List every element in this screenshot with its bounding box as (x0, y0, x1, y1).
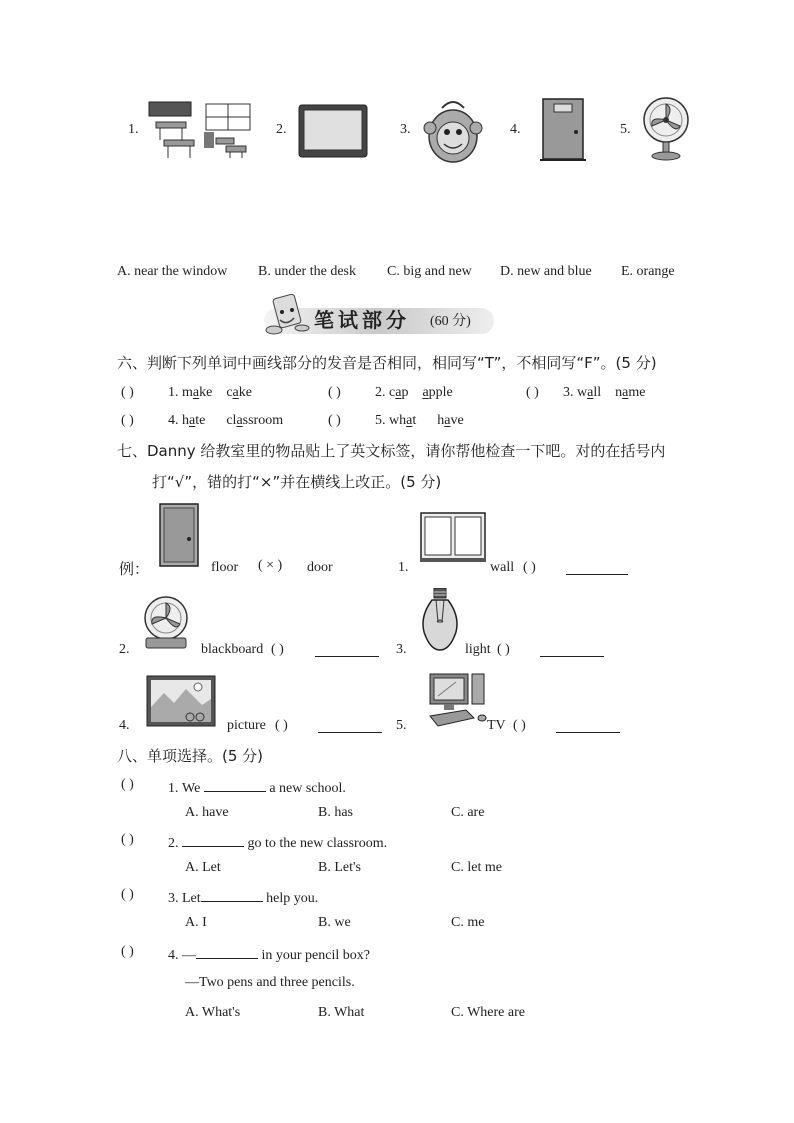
section-6-title: 六、判断下列单词中画线部分的发音是否相同，相同写“T”，不相同写“F”。(5 分) (117, 354, 657, 372)
option-e: E. orange (621, 264, 675, 279)
s7-answer-line-3[interactable] (540, 642, 604, 657)
computer-picture (426, 670, 492, 728)
answer-paren[interactable]: ( ) (121, 944, 134, 959)
q2-option-b: B. Let's (318, 860, 361, 875)
example-answer: door (307, 560, 333, 575)
q2-option-a: A. Let (185, 860, 221, 875)
banner-title: 笔试部分 (314, 308, 410, 332)
q3-blank[interactable] (201, 887, 263, 902)
s7-answer-line-4[interactable] (318, 718, 382, 733)
q3-stem: 3. Let help you. (168, 887, 318, 907)
answer-paren[interactable]: ( ) (328, 413, 341, 428)
q3-option-b: B. we (318, 915, 351, 930)
q4-response: —Two pens and three pencils. (185, 975, 355, 990)
q1-option-b: B. has (318, 805, 353, 820)
q4-option-b: B. What (318, 1005, 365, 1020)
light-bulb-picture (418, 588, 462, 652)
tv-screen-picture (298, 104, 368, 158)
classroom-picture (146, 100, 254, 160)
option-a: A. near the window (117, 264, 228, 279)
s7-label-3: light (465, 642, 491, 657)
written-part-banner (250, 294, 496, 338)
s6-item-3: 3. wall name (563, 385, 646, 400)
s7-paren-4[interactable]: ( ) (275, 718, 288, 733)
answer-paren[interactable]: ( ) (121, 777, 134, 792)
s7-paren-1[interactable]: ( ) (523, 560, 536, 575)
example-prefix: 例： (119, 560, 150, 578)
pic-number-1: 1. (128, 122, 139, 137)
pic-number-5: 5. (620, 122, 631, 137)
s7-label-1: wall (490, 560, 515, 575)
answer-paren[interactable]: ( ) (328, 385, 341, 400)
s7-num-3: 3. (396, 642, 407, 657)
s7-paren-3[interactable]: ( ) (497, 642, 510, 657)
s6-item-5: 5. what have (375, 413, 464, 428)
s7-num-4: 4. (119, 718, 130, 733)
s6-item-4: 4. hate classroom (168, 413, 284, 428)
s7-num-5: 5. (396, 718, 407, 733)
s7-label-4: picture (227, 718, 266, 733)
option-c: C. big and new (387, 264, 472, 279)
section-8-title: 八、单项选择。(5 分) (117, 747, 264, 765)
q2-stem: 2. go to the new classroom. (168, 832, 387, 852)
s7-label-5: TV (487, 718, 506, 733)
answer-paren[interactable]: ( ) (121, 413, 134, 428)
pic-number-2: 2. (276, 122, 287, 137)
pic-number-4: 4. (510, 122, 521, 137)
q4-stem: 4. — in your pencil box? (168, 944, 370, 964)
answer-paren[interactable]: ( ) (526, 385, 539, 400)
s6-item-2: 2. cap apple (375, 385, 453, 400)
q4-option-a: A. What's (185, 1005, 241, 1020)
q3-option-a: A. I (185, 915, 207, 930)
section-7-title-line1: 七、Danny 给教室里的物品贴上了英文标签，请你帮他检查一下吧。对的在括号内 (117, 442, 666, 460)
s7-num-1: 1. (398, 560, 409, 575)
example-paren: ( × ) (258, 558, 283, 573)
s7-answer-line-2[interactable] (315, 642, 379, 657)
q2-option-c: C. let me (451, 860, 502, 875)
fan-picture (640, 96, 692, 162)
q4-blank[interactable] (196, 944, 258, 959)
option-b: B. under the desk (258, 264, 356, 279)
window-picture (420, 512, 486, 562)
s7-num-2: 2. (119, 642, 130, 657)
s7-paren-5[interactable]: ( ) (513, 718, 526, 733)
framed-picture (146, 675, 216, 727)
q4-option-c: C. Where are (451, 1005, 525, 1020)
example-label: floor (211, 560, 239, 575)
banner-score: (60 分) (430, 314, 471, 329)
q1-option-a: A. have (185, 805, 229, 820)
q1-stem: 1. We a new school. (168, 777, 346, 797)
s7-label-2: blackboard (201, 642, 264, 657)
q2-blank[interactable] (182, 832, 244, 847)
door-picture (540, 98, 586, 162)
option-d: D. new and blue (500, 264, 592, 279)
monkey-backpack-picture (422, 98, 484, 164)
answer-paren[interactable]: ( ) (121, 832, 134, 847)
section-7-title-line2: 打“√”，错的打“×”并在横线上改正。(5 分) (152, 473, 442, 491)
s6-item-1: 1. make cake (168, 385, 252, 400)
q3-option-c: C. me (451, 915, 485, 930)
s7-answer-line-1[interactable] (566, 560, 628, 575)
s7-answer-line-5[interactable] (556, 718, 620, 733)
pic-number-3: 3. (400, 122, 411, 137)
q1-blank[interactable] (204, 777, 266, 792)
answer-paren[interactable]: ( ) (121, 385, 134, 400)
s7-paren-2[interactable]: ( ) (271, 642, 284, 657)
fan-picture (140, 594, 192, 652)
door-picture (158, 503, 200, 567)
answer-paren[interactable]: ( ) (121, 887, 134, 902)
q1-option-c: C. are (451, 805, 485, 820)
